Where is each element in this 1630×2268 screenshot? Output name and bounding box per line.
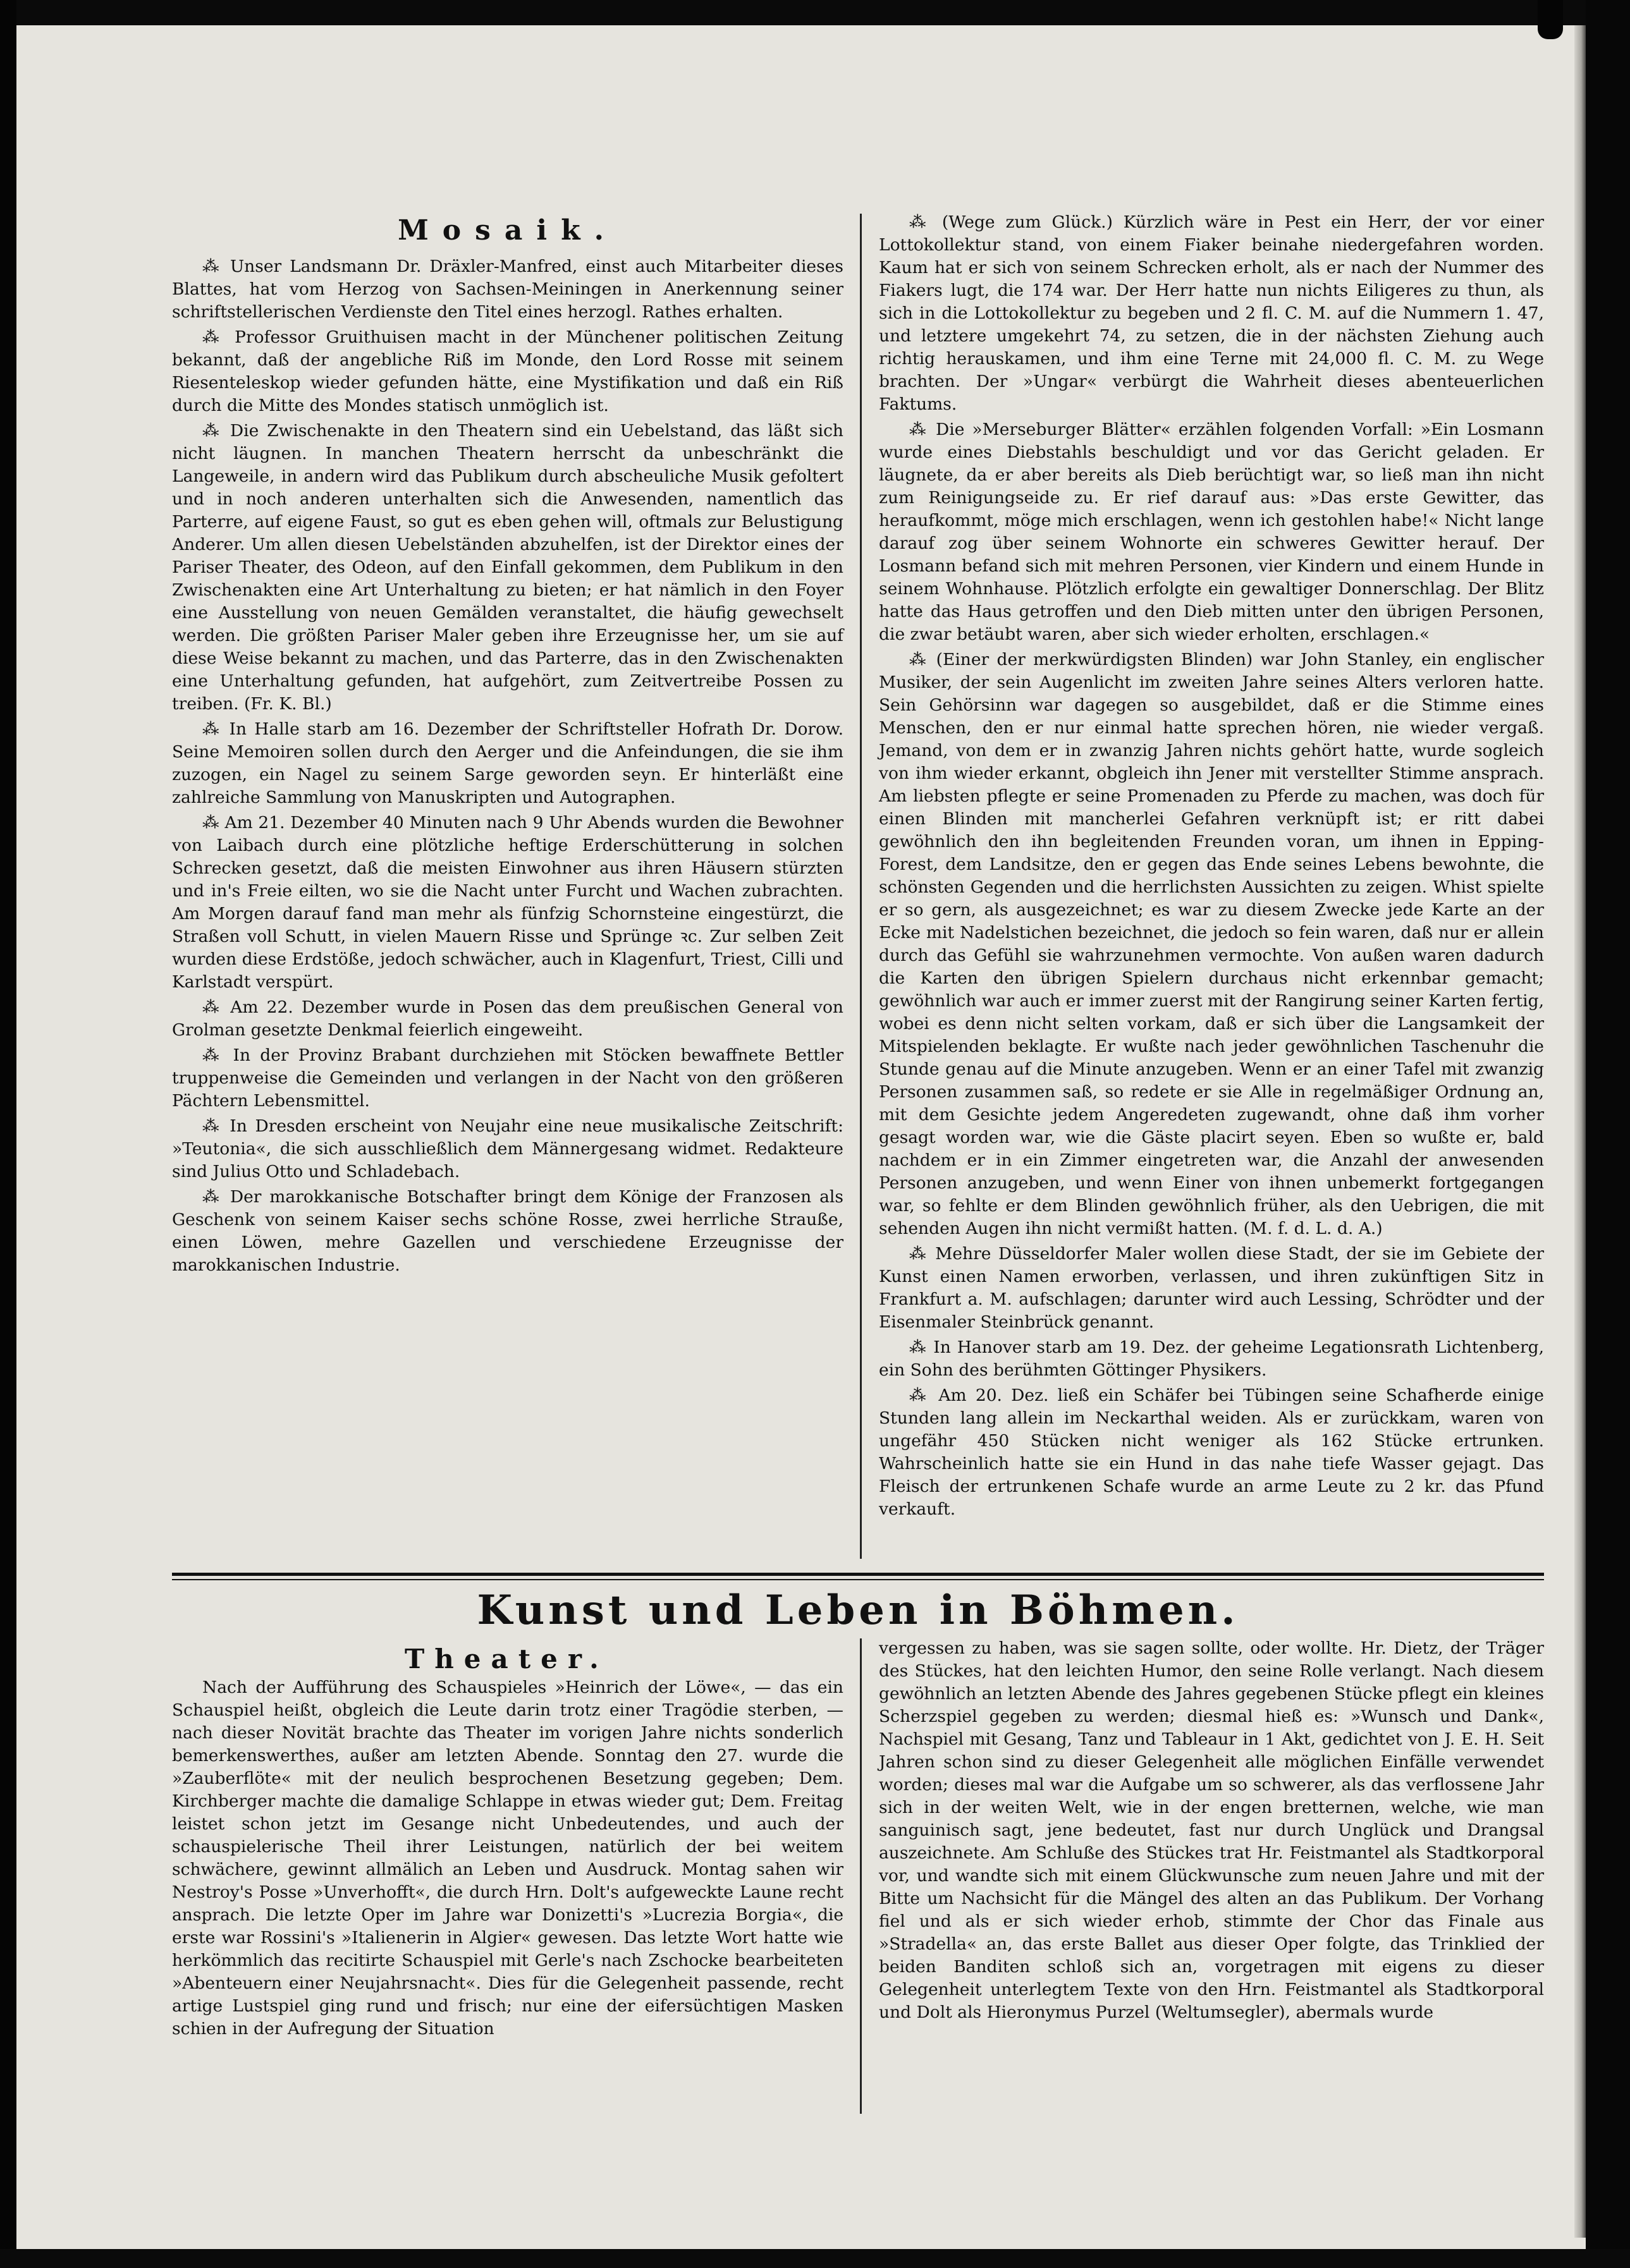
news-item: ⁂ Am 20. Dez. ließ ein Schäfer bei Tübingen seine Schafherde einige Stunden lang allein im Neckarthal weiden. Als er zurückkam, waren von ungefähr 450 Stücken nicht weniger als 162 Stücke ertrunken. Wahrscheinlich hatte sie ein Hund in das nahe tiefe Wasser gejagt. Das Fleisch der ertrunkenen Schafe wurde an arme Leute zu 2 kr. das Pfund verkauft. bbox=[879, 1386, 1544, 1519]
section-title: Kunst und Leben in Böhmen. bbox=[477, 1587, 1239, 1634]
news-item: ⁂ Der marokkanische Botschafter bringt dem Könige der Franzosen als Geschenk von seinem Kaiser sechs schöne Rosse, zwei herrliche Strauße, einen Löwen, mehre Gazellen und verschiedene Erzeugnisse der marokkanischen Industrie. bbox=[172, 1187, 843, 1275]
news-item: ⁂ Die »Merseburger Blätter« erzählen folgenden Vorfall: »Ein Losmann wurde eines Diebstahls beschuldigt und vor das Gericht geladen. Er läugnete, da er aber bereits als Dieb berüchtigt war, so ließ man ihn nicht zum Reinigungseide zu. Er rief darauf aus: »Das erste Gewitter, das heraufkommt, möge mich erschlagen, wenn ich gestohlen habe!« Nicht lange darauf zog über seinem Wohnorte ein schweres Gewitter herauf. Der Losmann befand sich mit mehren Personen, vier Kindern und einem Hunde in seinem Wohnhause. Plötzlich erfolgte ein gewaltiger Donnerschlag. Der Blitz hatte das Haus getroffen und den Dieb mitten unter den übrigen Personen, die zwar betäubt waren, aber sich wieder erholten, erschlagen.« bbox=[879, 420, 1544, 644]
news-item: ⁂ In Halle starb am 16. Dezember der Schriftsteller Hofrath Dr. Dorow. Seine Memoiren sollen durch den Aerger und die Anfeindungen, die sie ihm zuzogen, ein Nagel zu seinem Sarge geworden seyn. Er hinterläßt eine zahlreiche Sammlung von Manuskripten und Autographen. bbox=[172, 719, 843, 807]
news-item: ⁂ In Dresden erscheint von Neujahr eine neue musikalische Zeitschrift: »Teutonia«, die sich ausschließlich dem Männergesang widmet. Redakteure sind Julius Otto und Schladebach. bbox=[172, 1116, 843, 1181]
theater-column-right bbox=[879, 1637, 1544, 2027]
news-item: ⁂ (Wege zum Glück.) Kürzlich wäre in Pest ein Herr, der vor einer Lottokollektur stand, von einem Fiaker beinahe niedergefahren worden. Kaum hat er sich von seinem Schrecken erholt, als er nach der Nummer des Fiakers lugt, die 174 war. Der Herr hatte nun nichts Eiligeres zu thun, als sich in die Lottokollektur zu begeben und 2 fl. C. M. auf die Nummern 1. 47, und letztere umgekehrt 74, zu setzen, die in der nächsten Ziehung auch richtig herauskamen, und ihm eine Terne mit 24,000 fl. C. M. zu Wege brachten. Der »Ungar« verbürgt die Wahrheit dieses abenteuerlichen Faktums. bbox=[879, 212, 1544, 414]
theater-heading: Theater. bbox=[405, 1643, 609, 1674]
scan-border-bottom bbox=[0, 2249, 1630, 2268]
section-rule-thin bbox=[172, 1579, 1544, 1580]
section-rule-thick bbox=[172, 1573, 1544, 1576]
news-item: ⁂ Professor Gruithuisen macht in der Münchener politischen Zeitung bekannt, daß der angebliche Riß im Monde, den Lord Rosse mit seinem Riesenteleskop wieder gefunden hätte, eine Mystifikation und daß ein Riß durch die Mitte des Mondes statisch unmöglich ist. bbox=[172, 327, 843, 415]
news-item: ⁂ (Einer der merkwürdigsten Blinden) war John Stanley, ein englischer Musiker, der sein Augenlicht im zweiten Jahre seines Alters verloren hatte. Sein Gehörsinn war dagegen so ausgebildet, daß er die Stimme eines Menschen, den er nur einmal hatte sprechen hören, nie wieder vergaß. Jemand, von dem er in zwanzig Jahren nichts gehört hatte, wurde sogleich von ihm wieder erkannt, obgleich ihn Jener mit verstellter Stimme ansprach. Am liebsten pflegte er seine Promenaden zu Pferde zu machen, was doch für einen Blinden mit mancherlei Gefahren verknüpft ist; er ritt dabei gewöhnlich den ihn begleitenden Freunden voran, um ihnen in Epping-Forest, dem Landsitze, den er gegen das Ende seines Lebens bewohnte, die schönsten Gegenden und die herrlichsten Aussichten zu zeigen. Whist spielte er so gern, als ausgezeichnet; es war zu diesem Zwecke jede Karte an der Ecke mit Nadelstichen bezeichnet, die jedoch so fein waren, daß nur er allein durch das Gefühl sie wahrzunehmen vermochte. Von außen waren dadurch die Karten den übrigen Spielern durchaus nicht erkennbar gemacht; gewöhnlich war auch er immer zuerst mit der Rangirung seiner Karten fertig, wobei es denn nicht selten vorkam, daß er sich über die Langsamkeit der Mitspielenden beklagte. Er wußte nach jeder gewöhnlichen Taschenuhr die Stunde genau auf die Minute anzugeben. Wenn er an einer Tafel mit zwanzig Personen zusammen saß, so redete er sie Alle in regelmäßiger Ordnung an, mit dem Gesichte jedem Angeredeten zugewandt, ohne daß ihm vorher gesagt worden war, wie die Gäste placirt seyen. Eben so wußte er, bald nachdem er in ein Zimmer eingetreten war, die Anzahl der anwesenden Personen anzugeben, und wenn Einer von ihnen unbemerkt fortgegangen war, so fehlte er dem Blinden gewöhnlich früher, als den Uebrigen, die mit sehenden Augen ihn nicht vermißt hatten. (M. f. d. L. d. A.) bbox=[879, 650, 1544, 1238]
mosaik-column-right bbox=[879, 211, 1544, 1523]
mosaik-column-left bbox=[172, 211, 843, 1279]
scan-border-left bbox=[0, 0, 16, 2268]
news-item: ⁂ Unser Landsmann Dr. Dräxler-Manfred, einst auch Mitarbeiter dieses Blattes, hat vom Herzog von Sachsen-Meiningen in Anerkennung seiner schriftstellerischen Verdienste den Titel eines herzogl. Rathes erhalten. bbox=[172, 257, 843, 322]
news-item: ⁂ Mehre Düsseldorfer Maler wollen diese Stadt, der sie im Gebiete der Kunst einen Namen erworben, verlassen, und ihren zukünftigen Sitz in Frankfurt a. M. aufschlagen; darunter wird auch Lessing, Schrödter und der Eisenmaler Steinbrück genannt. bbox=[879, 1244, 1544, 1332]
column-divider bbox=[860, 214, 862, 1559]
theater-column-left bbox=[172, 1676, 843, 2043]
theater-paragraph: Nach der Aufführung des Schauspieles »Heinrich der Löwe«, — das ein Schauspiel heißt, obgleich die Leute darin trotz einer Tragödie sterben, — nach dieser Novität brachte das Theater im vorigen Jahre nichts sonderlich bemerkenswerthes, außer am letzten Abende. Sonntag den 27. wurde die »Zauberflöte« mit der neulich besprochenen Besetzung gegeben; Dem. Kirchberger machte die damalige Schlappe in etwas wieder gut; Dem. Freitag leistet schon jetzt im Gesange nicht Unbedeutendes, und auch der schauspielerische Theil ihrer Leistungen, natürlich der bei weitem schwächere, gewinnt allmälich an Leben und Ausdruck. Montag sahen wir Nestroy's Posse »Unverhofft«, die durch Hrn. Dolt's aufgeweckte Laune recht ansprach. Die letzte Oper im Jahre war Donizetti's »Lucrezia Borgia«, die erste war Rossini's »Italienerin in Algier« gewesen. Das letzte Wort hatte wie herkömmlich das recitirte Schauspiel mit Gerle's nach Zschocke bearbeiteten »Abenteuern einer Neujahrsnacht«. Dies für die Gelegenheit passende, recht artige Lustspiel ging rund und frisch; nur eine der eifersüchtigen Masken schien in der Aufregung der Situation bbox=[172, 1678, 843, 2039]
news-item: ⁂ Die Zwischenakte in den Theatern sind ein Uebelstand, das läßt sich nicht läugnen. In manchen Theatern herrscht da unbeschränkt die Langeweile, in andern wird das Publikum durch abscheuliche Musik gefoltert und in noch anderen unterhalten sich die Anwesenden, namentlich das Parterre, auf eigene Faust, so gut es eben gehen will, oftmals zur Belustigung Anderer. Um allen diesen Uebelständen abzuhelfen, ist der Direktor eines der Pariser Theater, des Odeon, auf den Einfall gekommen, dem Publikum in den Zwischenakten eine Art Unterhaltung zu bieten; er hat nämlich in den Foyer eine Ausstellung von neuen Gemälden veranstaltet, die häufig gewechselt werden. Die größten Pariser Maler geben ihre Erzeugnisse her, um sie auf diese Weise bekannt zu machen, und das Parterre, das in den Zwischenakten eine Unterhaltung gefunden, hat aufgehört, zum Zeitvertreibe Possen zu treiben. (Fr. K. Bl.) bbox=[172, 421, 843, 714]
column-divider bbox=[860, 1638, 862, 2114]
mosaik-heading: Mosaik. bbox=[398, 214, 618, 247]
news-item: ⁂ In der Provinz Brabant durchziehen mit Stöcken bewaffnete Bettler truppenweise die Gemeinden und verlangen in der Nacht von den größeren Pächtern Lebensmittel. bbox=[172, 1046, 843, 1111]
news-item: ⁂ Am 22. Dezember wurde in Posen das dem preußischen General von Grolman gesetzte Denkmal feierlich eingeweiht. bbox=[172, 997, 843, 1040]
scan-border-top bbox=[0, 0, 1630, 25]
theater-paragraph: vergessen zu haben, was sie sagen sollte, oder wollte. Hr. Dietz, der Träger des Stückes, hat den leichten Humor, den seine Rolle verlangt. Nach diesem gewöhnlich an letzten Abende des Jahres gegebenen Stücke pflegt ein kleines Scherzspiel gegeben zu werden; diesmal hieß es: »Wunsch und Dank«, Nachspiel mit Gesang, Tanz und Tableaur in 1 Akt, gedichtet von J. E. H. Seit Jahren schon sind zu dieser Gelegenheit alle möglichen Einfälle verwendet worden; dieses mal war die Aufgabe um so schwerer, als das verflossene Jahr sich in der weiten Welt, wie in der engen bretternen, welche, wie man sanguinisch sagt, jene bedeutet, fast nur durch Unglück und Drangsal auszeichnete. Am Schluße des Stückes trat Hr. Feistmantel als Stadtkorporal vor, und wandte sich mit einem Glückwunsche zum neuen Jahre und mit der Bitte um Nachsicht für die Mängel des alten an das Publikum. Der Vorhang fiel und als er sich wieder erhob, stimmte der Chor das Finale aus »Stradella« an, das erste Ballet aus dieser Oper folgte, das Trinklied der beiden Banditen schloß sich an, vorgetragen mit eigens zu dieser Gelegenheit unterlegtem Texte von den Hrn. Feistmantel als Stadtkorporal und Dolt als Hieronymus Purzel (Weltumsegler), abermals wurde bbox=[879, 1638, 1544, 2022]
news-item: ⁂ In Hanover starb am 19. Dez. der geheime Legationsrath Lichtenberg, ein Sohn des berühmten Göttinger Physikers. bbox=[879, 1338, 1544, 1380]
binding-notch bbox=[1538, 0, 1563, 39]
scan-border-right bbox=[1586, 0, 1630, 2268]
page-fold-shadow bbox=[1574, 25, 1586, 2238]
news-item: ⁂ Am 21. Dezember 40 Minuten nach 9 Uhr Abends wurden die Bewohner von Laibach durch eine plötzliche heftige Erderschütterung in solchen Schrecken gesetzt, daß die meisten Einwohner aus ihren Häusern stürzten und in's Freie eilten, wo sie die Nacht unter Furcht und Wachen zubrachten. Am Morgen darauf fand man mehr als fünfzig Schornsteine eingestürzt, die Straßen voll Schutt, in vielen Mauern Risse und Sprünge ꝛc. Zur selben Zeit wurden diese Erdstöße, jedoch schwächer, auch in Klagenfurt, Triest, Cilli und Karlstadt verspürt. bbox=[172, 813, 843, 992]
